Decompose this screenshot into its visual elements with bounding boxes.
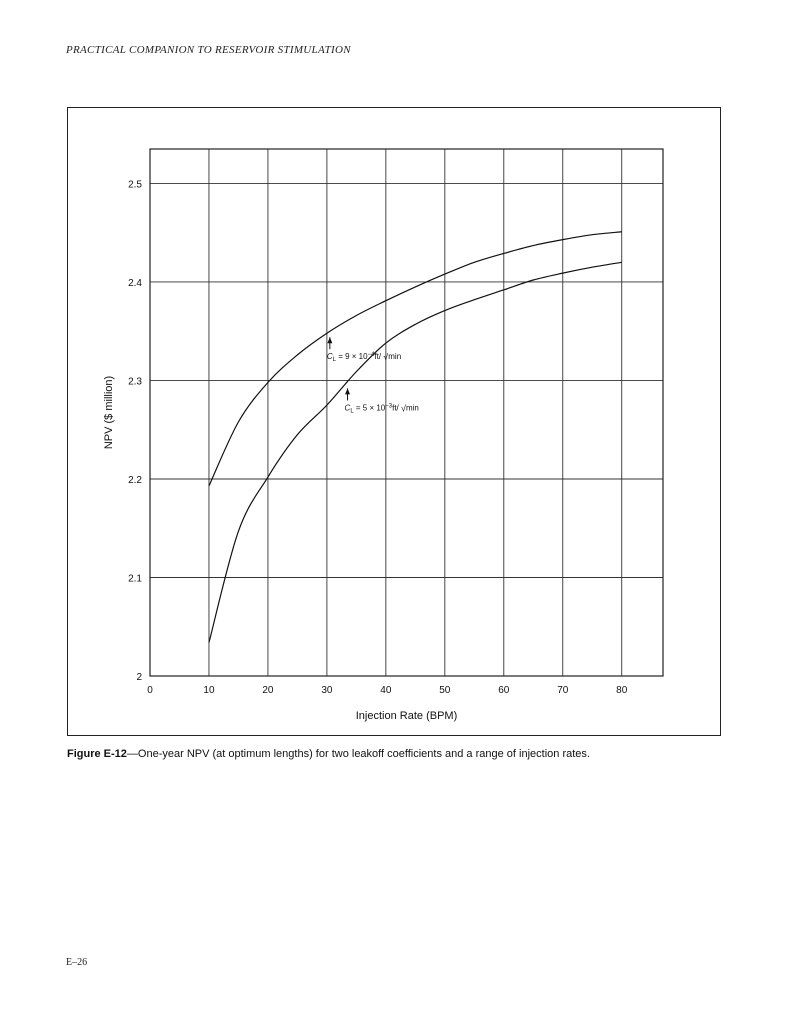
annotation-part-1-3: −3 [385,403,393,410]
annotation-arrow-head-0 [327,337,332,343]
annotation-part-0-2: = 9 × 10 [335,352,368,362]
y-tick-label-1: 2.1 [128,573,142,585]
annotation-arrow-head-1 [345,388,350,394]
running-header: PRACTICAL COMPANION TO RESERVOIR STIMULATION [66,44,351,56]
annotation-part-1-0: C [344,403,351,413]
x-tick-label-3: 30 [321,685,333,696]
y-tick-label-2: 2.2 [128,474,142,486]
page-number: E–26 [66,957,88,968]
x-tick-label-1: 10 [203,685,215,696]
x-axis-title: Injection Rate (BPM) [355,710,458,722]
figure-frame [67,107,721,736]
x-tick-label-5: 50 [439,685,451,696]
x-tick-label-8: 80 [616,685,628,696]
annotation-part-1-4: ft/ [392,403,401,413]
annotation-part-0-1: L [332,357,336,364]
npv-chart [68,108,722,737]
x-tick-label-7: 70 [557,685,569,696]
y-tick-label-5: 2.5 [128,179,142,191]
y-tick-label-3: 2.3 [128,376,142,388]
figure-caption-text: —One-year NPV (at optimum lengths) for two leakoff coefficients and a range of injection rates. [126,748,590,760]
y-tick-label-4: 2.4 [128,277,142,289]
x-tick-label-4: 40 [380,685,392,696]
annotation-part-0-0: C [326,352,333,362]
series-line-1 [209,262,622,642]
annotation-part-1-5: √ [400,403,406,414]
series-annotation-1 [345,403,419,414]
x-tick-label-2: 20 [262,685,274,696]
y-axis-title: NPV ($ million) [103,375,115,450]
annotation-part-1-6: min [405,403,419,413]
y-tick-label-0: 2 [136,672,142,683]
annotation-part-0-6: min [388,352,402,362]
annotation-part-1-1: L [350,408,354,415]
annotation-part-0-3: −4 [367,352,375,359]
annotation-part-1-2: = 5 × 10 [353,403,386,413]
figure-label: Figure E-12 [67,748,127,760]
series-line-0 [209,232,622,486]
x-tick-label-6: 60 [498,685,510,696]
annotation-part-0-5: √ [383,352,389,363]
annotation-part-0-4: ft/ [374,352,384,362]
series-annotation-0 [327,352,401,363]
figure-caption [67,748,727,760]
plot-frame [150,149,663,676]
x-tick-label-0: 0 [147,685,153,696]
